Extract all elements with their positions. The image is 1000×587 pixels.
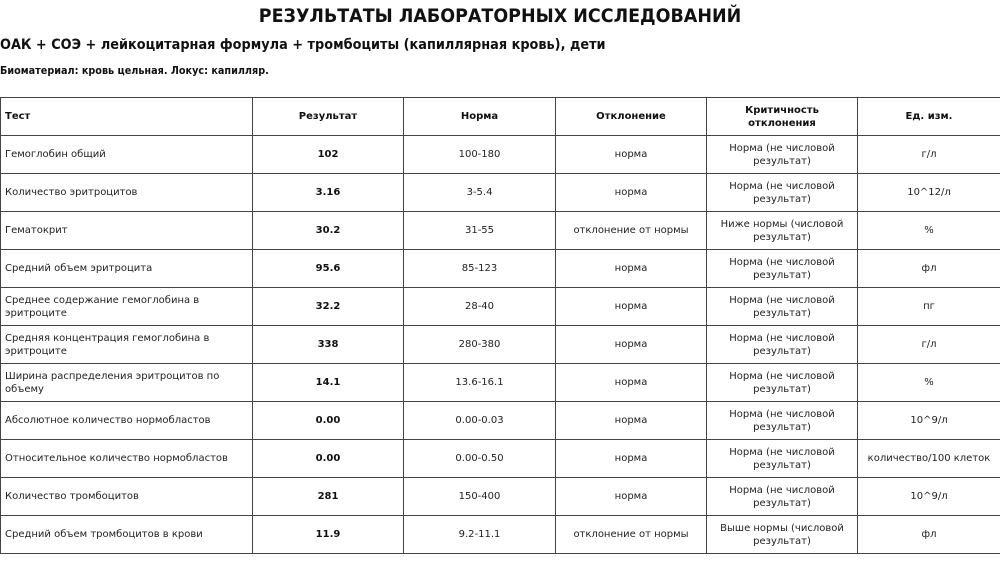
cell-unit: 10^9/л bbox=[858, 478, 1000, 516]
cell-test: Относительное количество нормобластов bbox=[1, 440, 253, 478]
cell-criticality: Норма (не числовой результат) bbox=[707, 136, 858, 174]
cell-unit: количество/100 клеток bbox=[858, 440, 1000, 478]
cell-result: 30.2 bbox=[253, 212, 404, 250]
cell-norm: 28-40 bbox=[404, 288, 556, 326]
cell-result: 0.00 bbox=[253, 402, 404, 440]
cell-test: Количество тромбоцитов bbox=[1, 478, 253, 516]
header-result: Результат bbox=[253, 98, 404, 136]
cell-test: Средний объем тромбоцитов в крови bbox=[1, 516, 253, 554]
cell-deviation: норма bbox=[556, 364, 707, 402]
cell-deviation: норма bbox=[556, 288, 707, 326]
cell-norm: 85-123 bbox=[404, 250, 556, 288]
cell-norm: 0.00-0.50 bbox=[404, 440, 556, 478]
cell-unit: % bbox=[858, 212, 1000, 250]
page-title: РЕЗУЛЬТАТЫ ЛАБОРАТОРНЫХ ИССЛЕДОВАНИЙ bbox=[258, 5, 742, 27]
cell-criticality: Выше нормы (числовой результат) bbox=[707, 516, 858, 554]
cell-deviation: норма bbox=[556, 478, 707, 516]
cell-test: Количество эритроцитов bbox=[1, 174, 253, 212]
cell-unit: фл bbox=[858, 250, 1000, 288]
table-row bbox=[1, 364, 1000, 402]
cell-criticality: Ниже нормы (числовой результат) bbox=[707, 212, 858, 250]
cell-deviation: норма bbox=[556, 136, 707, 174]
results-table bbox=[0, 97, 1000, 554]
table-row bbox=[1, 516, 1000, 554]
cell-criticality: Норма (не числовой результат) bbox=[707, 440, 858, 478]
cell-result: 0.00 bbox=[253, 440, 404, 478]
cell-unit: 10^12/л bbox=[858, 174, 1000, 212]
header-test: Тест bbox=[1, 98, 253, 136]
table-row bbox=[1, 478, 1000, 516]
cell-deviation: норма bbox=[556, 326, 707, 364]
cell-norm: 0.00-0.03 bbox=[404, 402, 556, 440]
cell-test: Гематокрит bbox=[1, 212, 253, 250]
cell-result: 338 bbox=[253, 326, 404, 364]
table-row bbox=[1, 402, 1000, 440]
cell-deviation: норма bbox=[556, 402, 707, 440]
cell-test: Средняя концентрация гемоглобина в эритроците bbox=[1, 326, 253, 364]
cell-unit: фл bbox=[858, 516, 1000, 554]
cell-criticality: Норма (не числовой результат) bbox=[707, 250, 858, 288]
cell-norm: 31-55 bbox=[404, 212, 556, 250]
cell-deviation: норма bbox=[556, 174, 707, 212]
cell-test: Средний объем эритроцита bbox=[1, 250, 253, 288]
cell-result: 3.16 bbox=[253, 174, 404, 212]
cell-unit: 10^9/л bbox=[858, 402, 1000, 440]
table-header-row bbox=[1, 98, 1000, 136]
header-norm: Норма bbox=[404, 98, 556, 136]
cell-test: Среднее содержание гемоглобина в эритроците bbox=[1, 288, 253, 326]
cell-result: 14.1 bbox=[253, 364, 404, 402]
header-unit: Ед. изм. bbox=[858, 98, 1000, 136]
cell-result: 102 bbox=[253, 136, 404, 174]
cell-criticality: Норма (не числовой результат) bbox=[707, 402, 858, 440]
cell-unit: г/л bbox=[858, 136, 1000, 174]
cell-deviation: отклонение от нормы bbox=[556, 212, 707, 250]
cell-norm: 3-5.4 bbox=[404, 174, 556, 212]
cell-criticality: Норма (не числовой результат) bbox=[707, 288, 858, 326]
panel-subtitle: ОАК + СОЭ + лейкоцитарная формула + тромбоциты (капиллярная кровь), дети bbox=[0, 37, 606, 53]
cell-norm: 280-380 bbox=[404, 326, 556, 364]
cell-result: 95.6 bbox=[253, 250, 404, 288]
cell-test: Гемоглобин общий bbox=[1, 136, 253, 174]
cell-deviation: норма bbox=[556, 250, 707, 288]
table-row bbox=[1, 326, 1000, 364]
cell-norm: 13.6-16.1 bbox=[404, 364, 556, 402]
table-row bbox=[1, 174, 1000, 212]
header-deviation: Отклонение bbox=[556, 98, 707, 136]
cell-unit: г/л bbox=[858, 326, 1000, 364]
cell-norm: 9.2-11.1 bbox=[404, 516, 556, 554]
cell-criticality: Норма (не числовой результат) bbox=[707, 174, 858, 212]
biomaterial-info: Биоматериал: кровь цельная. Локус: капилляр. bbox=[0, 65, 269, 77]
cell-criticality: Норма (не числовой результат) bbox=[707, 364, 858, 402]
header-criticality: Критичность отклонения bbox=[707, 98, 858, 136]
table-row bbox=[1, 440, 1000, 478]
table-row bbox=[1, 212, 1000, 250]
cell-criticality: Норма (не числовой результат) bbox=[707, 326, 858, 364]
cell-deviation: отклонение от нормы bbox=[556, 516, 707, 554]
cell-unit: пг bbox=[858, 288, 1000, 326]
cell-norm: 150-400 bbox=[404, 478, 556, 516]
cell-test: Абсолютное количество нормобластов bbox=[1, 402, 253, 440]
cell-unit: % bbox=[858, 364, 1000, 402]
cell-deviation: норма bbox=[556, 440, 707, 478]
table-row bbox=[1, 250, 1000, 288]
cell-test: Ширина распределения эритроцитов по объему bbox=[1, 364, 253, 402]
cell-norm: 100-180 bbox=[404, 136, 556, 174]
table-row bbox=[1, 136, 1000, 174]
table-row bbox=[1, 288, 1000, 326]
cell-criticality: Норма (не числовой результат) bbox=[707, 478, 858, 516]
cell-result: 11.9 bbox=[253, 516, 404, 554]
cell-result: 281 bbox=[253, 478, 404, 516]
cell-result: 32.2 bbox=[253, 288, 404, 326]
